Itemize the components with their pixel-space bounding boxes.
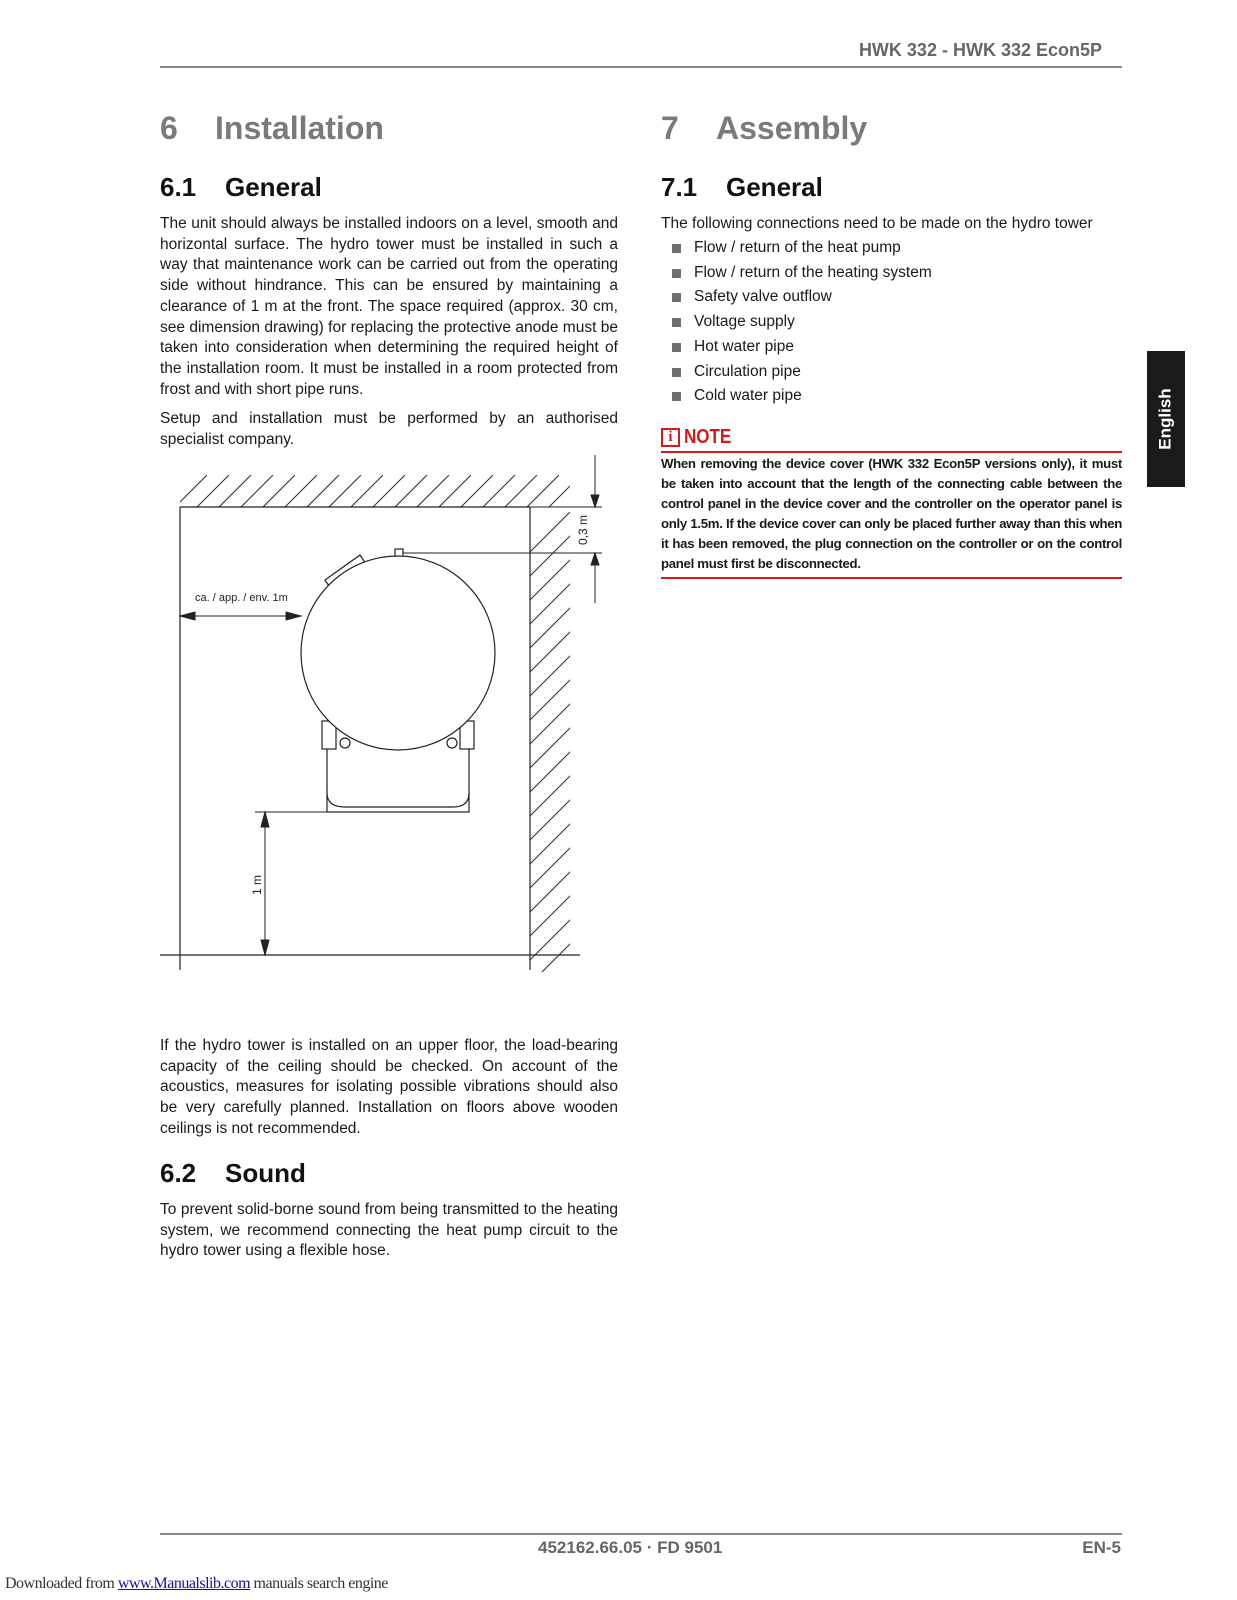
bullet-square-icon: [672, 392, 681, 401]
side-clearance-dimension: [180, 612, 301, 620]
installation-paragraph-2: Setup and installation must be performed by an authorised specialist company.: [160, 410, 618, 448]
bullet-square-icon: [672, 244, 681, 253]
section-6-2-heading: [160, 1158, 618, 1189]
list-item: Flow / return of the heating system: [661, 261, 1122, 286]
manualslib-link[interactable]: www.Manualslib.com: [117, 1575, 251, 1592]
list-item: Safety valve outflow: [661, 285, 1122, 310]
note-top-rule: [661, 451, 1122, 453]
download-notice: [5, 1575, 388, 1593]
installation-clearance-diagram: [155, 455, 615, 995]
section-6-title: Installation: [215, 110, 384, 146]
download-suffix: manuals search engine: [250, 1575, 388, 1592]
note-box: [661, 426, 1122, 579]
header-rule: [160, 66, 1122, 68]
list-item: Cold water pipe: [661, 384, 1122, 409]
right-wall-hatching: [527, 507, 575, 987]
front-clearance-label: 1 m: [250, 874, 264, 896]
front-clearance-dimension: [255, 812, 405, 955]
section-7-title: Assembly: [716, 110, 868, 146]
bullet-square-icon: [672, 318, 681, 327]
note-text: When removing the device cover (HWK 332 Econ5P versions only), it must be taken into account that the length of the connecting cable between the control panel in the device cover and the controller on the operator panel is only 1.5m. If the device cover can only be placed further away than this when it has been removed, the plug connection on the controller or on the control panel must first be disconnected.: [661, 456, 1122, 571]
section-7-1-number: 7.1: [661, 172, 698, 202]
section-6-2-title: Sound: [225, 1158, 306, 1188]
download-prefix: Downloaded from: [5, 1575, 118, 1592]
list-item: Voltage supply: [661, 310, 1122, 335]
bullet-square-icon: [672, 368, 681, 377]
assembly-intro: The following connections need to be made on the hydro tower: [661, 215, 1093, 232]
language-tab-label: English: [1156, 388, 1175, 450]
section-6-2-number: 6.2: [160, 1158, 197, 1188]
footer-rule: [160, 1533, 1122, 1535]
top-wall-hatching: [175, 475, 581, 507]
section-7-1-title: General: [726, 172, 823, 202]
page-number: EN-5: [1082, 1538, 1121, 1557]
note-bottom-rule: [661, 577, 1122, 579]
note-header: [661, 426, 1122, 449]
section-6-1-number: 6.1: [160, 172, 197, 202]
document-code: 452162.66.05 · FD 9501: [538, 1538, 723, 1557]
section-6-number: 6: [160, 110, 178, 146]
hydro-tower-top-view: [301, 549, 495, 812]
note-label: NOTE: [684, 426, 732, 448]
bullet-square-icon: [672, 269, 681, 278]
section-6-heading: [160, 110, 618, 147]
bullet-square-icon: [672, 343, 681, 352]
section-7-1-heading: [661, 172, 1122, 203]
header-title: HWK 332 - HWK 332 Econ5P: [858, 40, 1102, 60]
list-item: Circulation pipe: [661, 360, 1122, 385]
language-tab: [1147, 351, 1185, 487]
info-icon: i: [661, 428, 680, 447]
list-item: Hot water pipe: [661, 335, 1122, 360]
section-6-1-heading: [160, 172, 618, 203]
installation-paragraph-3: If the hydro tower is installed on an upper floor, the load-bearing capacity of the ceiling should be checked. On account of the acoustics, measures for isolating possible vibrations should also be very carefully planned. Installation on floors above wooden ceilings is not recommended.: [160, 1037, 618, 1137]
section-7-number: 7: [661, 110, 679, 146]
installation-paragraph-1: The unit should always be installed indoors on a level, smooth and horizontal surface. The hydro tower must be installed in such a way that maintenance work can be carried out from the operating side without hindrance. This can be ensured by maintaining a clearance of 1 m at the front. The space required (approx. 30 cm, see dimension drawing) for replacing the protective anode must be taken into consideration when determining the required height of the installation room. It must be installed in a room protected from frost and with short pipe runs.: [160, 215, 618, 398]
section-6-1-title: General: [225, 172, 322, 202]
list-item: Flow / return of the heat pump: [661, 236, 1122, 261]
connections-list: [661, 236, 1122, 409]
section-7-heading: [661, 110, 1122, 147]
sound-paragraph: To prevent solid-borne sound from being transmitted to the heating system, we recommend connecting the heat pump circuit to the hydro tower using a flexible hose.: [160, 1201, 618, 1260]
top-clearance-label: 0,3 m: [576, 514, 590, 546]
bullet-square-icon: [672, 293, 681, 302]
side-clearance-label: ca. / app. / env. 1m: [195, 592, 288, 604]
